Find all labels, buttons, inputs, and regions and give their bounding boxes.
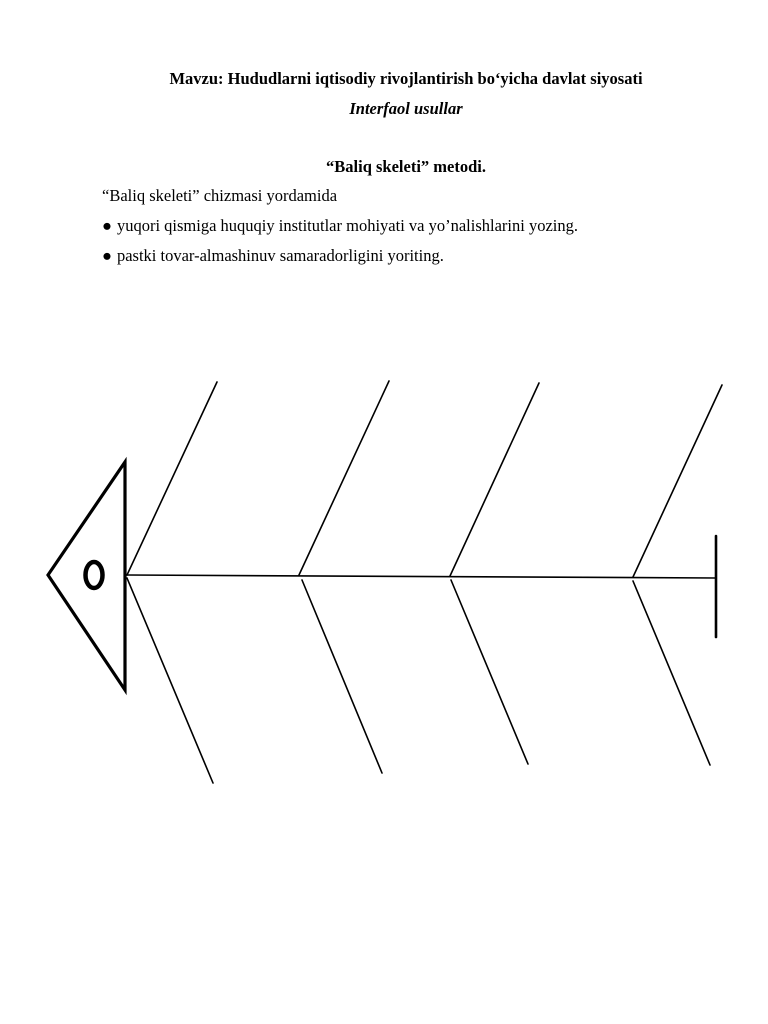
lower-bone-1 (127, 578, 213, 783)
bullet-icon: ● (102, 246, 112, 265)
bullet-text-upper: yuqori qismiga huquqiy institutlar mohiyati va yo’nalishlarini yozing. (116, 216, 578, 235)
method-heading: “Baliq skeleti” metodi. (326, 157, 486, 176)
page-subtitle: Interfaol usullar (349, 99, 463, 118)
lower-bone-3 (451, 580, 528, 764)
upper-bone-3 (450, 383, 539, 576)
lower-bone-4 (633, 581, 710, 765)
intro-line: “Baliq skeleti” chizmasi yordamida (102, 186, 338, 205)
fish-spine (127, 575, 716, 578)
page-title: Mavzu: Hududlarni iqtisodiy rivojlantirish bo‘yicha davlat siyosati (169, 69, 643, 88)
bullet-icon: ● (102, 216, 112, 235)
upper-bone-1 (127, 382, 217, 575)
upper-bone-2 (299, 381, 389, 575)
bullet-text-lower: pastki tovar-almashinuv samaradorligini yoriting. (116, 246, 444, 265)
lower-bone-2 (302, 580, 382, 773)
fish-pupil (92, 571, 97, 579)
upper-bone-4 (633, 385, 722, 577)
